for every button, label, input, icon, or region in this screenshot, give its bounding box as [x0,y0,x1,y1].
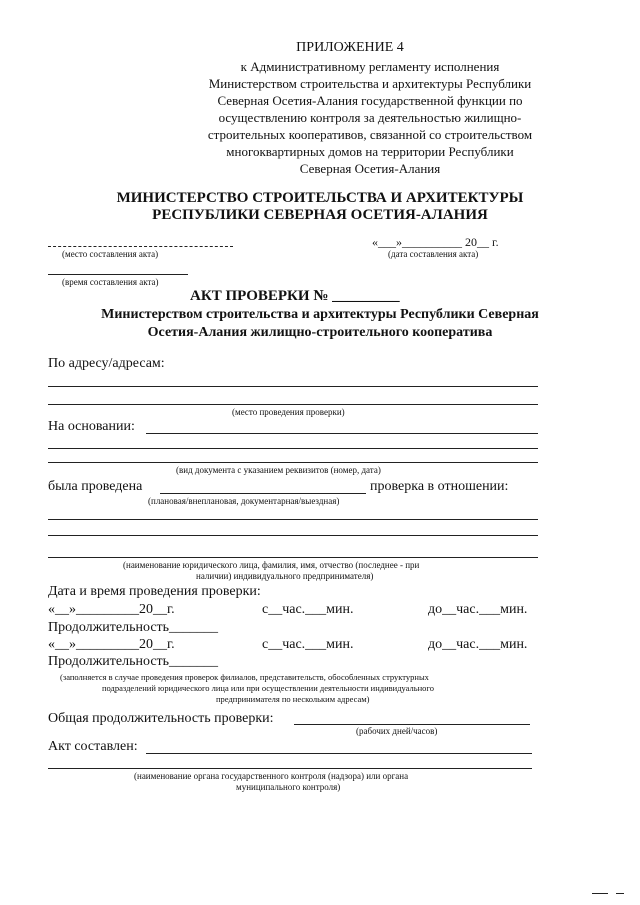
branch-hint-1: (заполняется в случае проведения проверок филиалов, представительств, обособленных структурных [60,672,429,682]
basis-line-3[interactable] [48,462,538,463]
address-hint: (место проведения проверки) [232,407,345,417]
act-title: АКТ ПРОВЕРКИ № _________ [190,288,400,304]
conducted-hint: (плановая/внеплановая, документарная/выездная) [148,496,340,506]
duration2-label[interactable]: Продолжительность_______ [48,654,219,669]
branch-hint-2: подразделений юридического лица или при осуществлении деятельности индивидуального [102,683,434,693]
corner-mark [616,893,624,894]
ministry-heading-line1: МИНИСТЕРСТВО СТРОИТЕЛЬСТВА И АРХИТЕКТУРЫ [116,190,524,206]
corner-mark [592,893,608,894]
time-line [48,274,188,275]
row2-to[interactable]: до__час.___мин. [428,637,528,652]
subject-line-3[interactable] [48,557,538,558]
ministry-heading-line2: РЕСПУБЛИКИ СЕВЕРНАЯ ОСЕТИЯ-АЛАНИЯ [152,207,488,223]
appendix-line: к Административному регламенту исполнения [240,59,500,74]
basis-hint: (вид документа с указанием реквизитов (номер, дата) [176,465,381,475]
date-field[interactable]: «___»__________ 20__ г. [372,235,499,249]
row1-from[interactable]: с__час.___мин. [262,602,354,617]
organ-hint-2: муниципального контроля) [236,782,341,792]
subject-line-1[interactable] [48,519,538,520]
datetime-label: Дата и время проведения проверки: [48,584,261,599]
appendix-line: многоквартирных домов на территории Республики [226,144,514,159]
subject-hint-1: (наименование юридического лица, фамилия, имя, отчество (последнее - при [123,560,420,570]
appendix-title: ПРИЛОЖЕНИЕ 4 [296,40,404,55]
basis-line-2[interactable] [48,448,538,449]
appendix-line: строительных кооперативов, связанной со строительством [207,127,533,142]
composed-line-1[interactable] [146,753,532,754]
place-line [48,246,233,247]
time-label: (время составления акта) [62,277,159,287]
appendix-line: Северная Осетия-Алания государственной функции по [217,93,523,108]
total-hint: (рабочих дней/часов) [356,726,438,736]
composed-line-2[interactable] [48,768,532,769]
total-label: Общая продолжительность проверки: [48,711,274,726]
address-line-1[interactable] [48,386,538,387]
row1-date[interactable]: «__»_________20__г. [48,602,175,617]
composed-label: Акт составлен: [48,739,138,754]
row2-from[interactable]: с__час.___мин. [262,637,354,652]
conducted-tail: проверка в отношении: [370,479,509,494]
date-label: (дата составления акта) [388,249,479,259]
appendix-line: осуществлению контроля за деятельностью жилищно- [218,110,522,125]
place-label: (место составления акта) [62,249,159,259]
branch-hint-3: предпринимателя по нескольким адресам) [216,694,370,704]
conducted-line[interactable] [160,493,366,494]
appendix-subtitle [140,58,600,177]
subject-hint-2: наличии) индивидуального предпринимателя) [196,571,374,581]
address-label: По адресу/адресам: [48,356,165,371]
row2-date[interactable]: «__»_________20__г. [48,637,175,652]
row1-to[interactable]: до__час.___мин. [428,602,528,617]
subject-line-2[interactable] [48,535,538,536]
appendix-line: Министерством строительства и архитектуры Республики [208,76,532,91]
conducted-label: была проведена [48,479,143,494]
duration-label[interactable]: Продолжительность_______ [48,620,219,635]
act-subtitle-1: Министерством строительства и архитектуры Республики Северная [101,307,539,322]
total-line[interactable] [294,724,530,725]
basis-line-1[interactable] [146,433,538,434]
appendix-line: Северная Осетия-Алания [299,161,441,176]
act-subtitle-2: Осетия-Алания жилищно-строительного кооператива [147,325,493,340]
organ-hint-1: (наименование органа государственного контроля (надзора) или органа [134,771,409,781]
address-line-2[interactable] [48,404,538,405]
basis-label: На основании: [48,419,135,434]
